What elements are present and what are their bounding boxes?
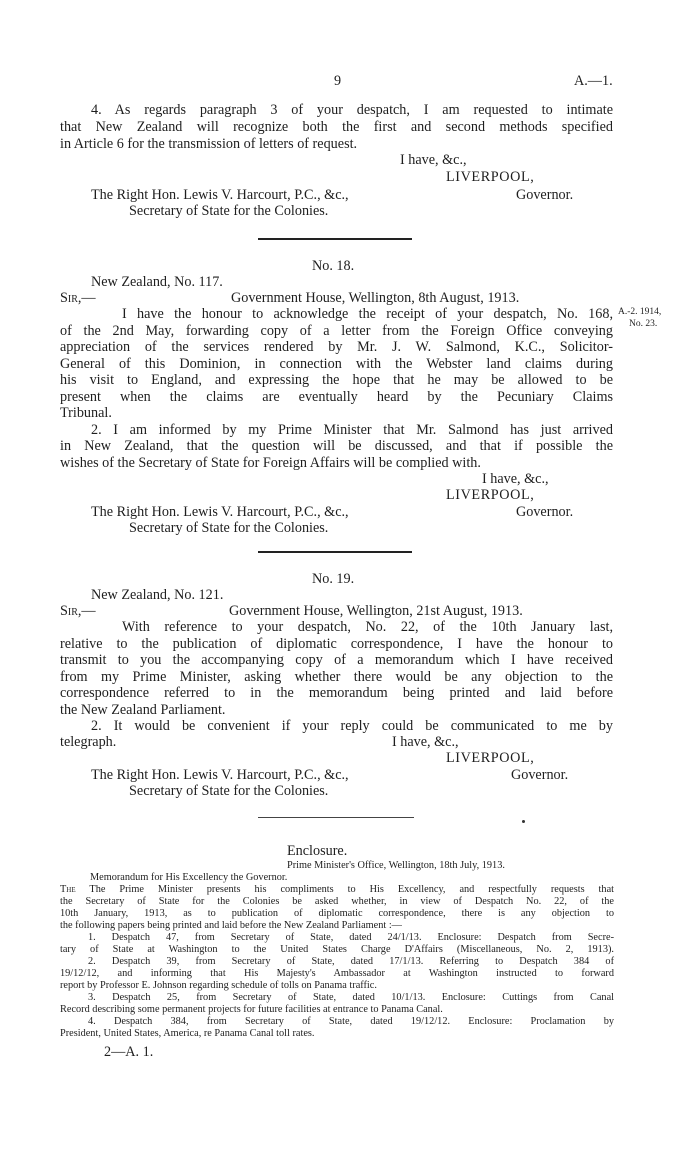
paragraph-line: of the 2nd May, forwarding copy of a letter from the Foreign Office conveying bbox=[60, 323, 613, 339]
margin-note: A.-2. 1914, bbox=[618, 307, 662, 317]
signature: LIVERPOOL, bbox=[446, 487, 535, 503]
section-divider bbox=[258, 238, 412, 240]
page-number: 9 bbox=[334, 73, 342, 89]
signature-title: Governor. bbox=[516, 504, 574, 520]
memo-item-line: 3. Despatch 25, from Secretary of State, dated 10/1/13. Enclosure: Cuttings from Canal bbox=[88, 992, 614, 1003]
closing-phrase: I have, &c., bbox=[482, 471, 549, 487]
paragraph-line: present when the claims are eventually heard by the Pecuniary Claims bbox=[60, 389, 613, 405]
memo-item-line: report by Professor E. Johnson regarding schedule of tolls on Panama traffic. bbox=[60, 980, 377, 991]
memo-line: the following papers being printed and laid before the New Zealand Parliament :— bbox=[60, 920, 402, 931]
addressee-line: The Right Hon. Lewis V. Harcourt, P.C., &c., bbox=[91, 767, 349, 783]
salutation: Sir,— bbox=[60, 603, 96, 619]
memo-item-line: 4. Despatch 384, from Secretary of State, dated 19/12/12. Enclosure: Proclamation by bbox=[88, 1016, 614, 1027]
memo-item-line: President, United States, America, re Panama Canal toll rates. bbox=[60, 1028, 315, 1039]
paragraph-line: his visit to England, and expressing the hope that he may be allowed to be bbox=[60, 372, 613, 388]
paragraph-line: that New Zealand will recognize both the first and second methods specified bbox=[60, 119, 613, 135]
paragraph-line: in New Zealand, that the question will be discussed, and that if possible the bbox=[60, 438, 613, 454]
paragraph-line: Tribunal. bbox=[60, 405, 112, 421]
paragraph-line: wishes of the Secretary of State for Foreign Affairs will be complied with. bbox=[60, 455, 481, 471]
addressee-line: The Right Hon. Lewis V. Harcourt, P.C., &c., bbox=[91, 187, 349, 203]
signature: LIVERPOOL, bbox=[446, 750, 535, 766]
memo-item-line: 2. Despatch 39, from Secretary of State, dated 17/1/13. Referring to Despatch 384 of bbox=[88, 956, 614, 967]
memo-item-line: tary of State at Washington to the United States Charge D'Affairs (Miscellaneous, No. 2, 1913). bbox=[60, 944, 614, 955]
closing-phrase: I have, &c., bbox=[392, 734, 459, 750]
margin-note: No. 23. bbox=[629, 319, 658, 329]
paragraph-line: General of this Dominion, in connection with the Webster land claims during bbox=[60, 356, 613, 372]
paragraph-line: 4. As regards paragraph 3 of your despatch, I am requested to intimate bbox=[91, 102, 613, 118]
section-divider bbox=[258, 817, 414, 818]
signature-title: Governor. bbox=[516, 187, 574, 203]
paragraph-line: the New Zealand Parliament. bbox=[60, 702, 226, 718]
enclosure-heading: Enclosure. bbox=[287, 843, 348, 859]
location-date: Government House, Wellington, 21st August, 1913. bbox=[229, 603, 523, 619]
paragraph-line: from my Prime Minister, asking whether there would be any objection to the bbox=[60, 669, 613, 685]
despatch-reference: New Zealand, No. 117. bbox=[91, 274, 223, 290]
closing-phrase: I have, &c., bbox=[400, 152, 467, 168]
despatch-reference: New Zealand, No. 121. bbox=[91, 587, 224, 603]
signature-title: Governor. bbox=[511, 767, 569, 783]
memo-line: The The Prime Minister presents his compliments to His Excellency, and respectfully requests that bbox=[60, 884, 614, 895]
paragraph-line: 2. I am informed by my Prime Minister that Mr. Salmond has just arrived bbox=[91, 422, 613, 438]
memo-item-line: 19/12/12, and informing that His Majesty's Ambassador at Washington instructed to forward bbox=[60, 968, 614, 979]
despatch-heading: No. 18. bbox=[312, 258, 355, 274]
paragraph-line: relative to the publication of diplomatic correspondence, I have the honour to bbox=[60, 636, 613, 652]
despatch-heading: No. 19. bbox=[312, 571, 355, 587]
printer-mark bbox=[522, 820, 525, 823]
office-date: Prime Minister's Office, Wellington, 18th July, 1913. bbox=[287, 860, 505, 871]
memo-item-line: 1. Despatch 47, from Secretary of State, dated 24/1/13. Enclosure: Despatch from Secre- bbox=[88, 932, 614, 943]
signature-mark: 2—A. 1. bbox=[104, 1044, 154, 1060]
signature: LIVERPOOL, bbox=[446, 169, 535, 185]
location-date: Government House, Wellington, 8th August, 1913. bbox=[231, 290, 520, 306]
memo-item-line: Record describing some permanent projects for future facilities at entrance to Panama Canal. bbox=[60, 1004, 443, 1015]
paragraph-line: in Article 6 for the transmission of letters of request. bbox=[60, 136, 358, 152]
memo-line: 10th January, 1913, as to publication of diplomatic correspondence, there is any objection to bbox=[60, 908, 614, 919]
paragraph-line: 2. It would be convenient if your reply could be communicated to me by bbox=[91, 718, 613, 734]
salutation: Sir,— bbox=[60, 290, 96, 306]
paragraph-line: correspondence referred to in the memorandum being printed and laid before bbox=[60, 685, 613, 701]
paragraph-line: transmit to you the accompanying copy of a memorandum which I have received bbox=[60, 652, 613, 668]
addressee-line: The Right Hon. Lewis V. Harcourt, P.C., &c., bbox=[91, 504, 349, 520]
paragraph-line: appreciation of the services rendered by Mr. J. W. Salmond, K.C., Solicitor- bbox=[60, 339, 613, 355]
paragraph-line: I have the honour to acknowledge the receipt of your despatch, No. 168, bbox=[122, 306, 613, 322]
memo-title: Memorandum for His Excellency the Governor. bbox=[90, 872, 288, 883]
addressee-line: Secretary of State for the Colonies. bbox=[129, 520, 329, 536]
memo-line: the Secretary of State for the Colonies be asked whether, in view of Despatch No. 22, of the bbox=[60, 896, 614, 907]
section-divider bbox=[258, 551, 412, 553]
document-reference: A.—1. bbox=[574, 73, 613, 89]
addressee-line: Secretary of State for the Colonies. bbox=[129, 783, 329, 799]
addressee-line: Secretary of State for the Colonies. bbox=[129, 203, 329, 219]
paragraph-line: telegraph. bbox=[60, 734, 117, 750]
paragraph-line: With reference to your despatch, No. 22, of the 10th January last, bbox=[122, 619, 613, 635]
